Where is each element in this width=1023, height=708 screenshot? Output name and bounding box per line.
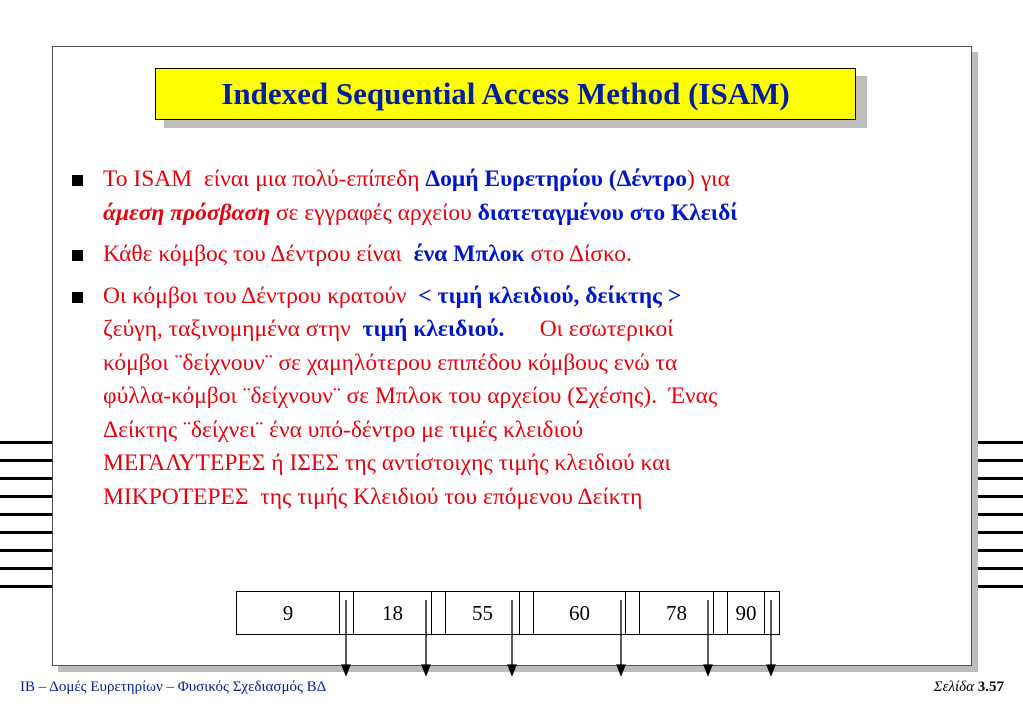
bullet-text-segment: Οι εσωτερικοί: [504, 316, 674, 342]
bullet-text-segment: ΜΙΚΡΟΤΕΡΕΣ της τιμής Κλειδιού του επόμενου Δείκτη: [103, 483, 643, 510]
pointer-arrowhead: [342, 665, 350, 675]
pointer-arrowhead: [704, 665, 712, 675]
bullet-text-segment: Το ISAM είναι μια πολύ-επίπεδη: [103, 166, 426, 192]
bullet-text-segment: φύλλα-κόμβοι ¨δείχνουν¨ σε Μπλοκ του αρχείου (Σχέσης). Ένας: [103, 383, 718, 409]
bullet-text-segment: στο Δίσκο.: [524, 241, 632, 267]
node-key: 60: [533, 591, 626, 635]
pointer-arrowhead: [508, 665, 516, 675]
bullet-text-segment: Δομή Ευρετηρίου (Δέντρο: [425, 166, 688, 192]
footer-course-title: ΙΒ – Δομές Ευρετηρίων – Φυσικός Σχεδιασμός ΒΔ: [20, 679, 327, 695]
bullet-text-segment: Δείκτης ¨δείχνει¨ ένα υπό-δέντρο με τιμές κλειδιού: [103, 416, 584, 443]
bullet-text-segment: άμεση πρόσβαση: [103, 199, 271, 226]
bullet-text-segment: ένα Μπλοκ: [413, 241, 525, 267]
page-label: Σελίδα: [933, 679, 974, 695]
bullet-text-segment: διατεταγμένου στο Κλειδί: [477, 199, 738, 226]
bullet-text-segment: < τιμή κλειδιού, δείκτης >: [418, 282, 682, 309]
slide-title: Indexed Sequential Access Method (ISAM): [221, 76, 790, 111]
node-key: 78: [639, 591, 714, 635]
bullet-text-segment: ΜΕΓΑΛΥΤΕΡΕΣ ή ΙΣΕΣ της αντίστοιχης τιμής κλειδιού και: [103, 450, 671, 476]
bullet-text-segment: σε εγγραφές αρχείου: [270, 199, 478, 226]
bullet-text-segment: τιμή κλειδιού.: [362, 316, 505, 342]
node-key: 55: [445, 591, 520, 635]
node-key: 90: [727, 591, 765, 635]
bullet-text-segment: ) για: [687, 166, 730, 192]
page-number: 3.57: [977, 679, 1004, 695]
bullet-text-segment: κόμβοι ¨δείχνουν¨ σε χαμηλότερου επιπέδου κόμβους ενώ τα: [103, 349, 678, 376]
bullet-text-segment: Οι κόμβοι του Δέντρου κρατούν: [103, 282, 419, 309]
pointer-arrowhead: [767, 665, 775, 675]
footer-page: [934, 679, 1004, 696]
bullet-text-segment: ζεύγη, ταξινομημένα στην: [103, 316, 363, 342]
node-key: 9: [236, 591, 340, 635]
bullet-text-segment: Κάθε κόμβος του Δέντρου είναι: [103, 241, 414, 267]
node-key: 18: [353, 591, 432, 635]
pointer-arrowhead: [422, 665, 430, 675]
pointer-arrowhead: [617, 665, 625, 675]
